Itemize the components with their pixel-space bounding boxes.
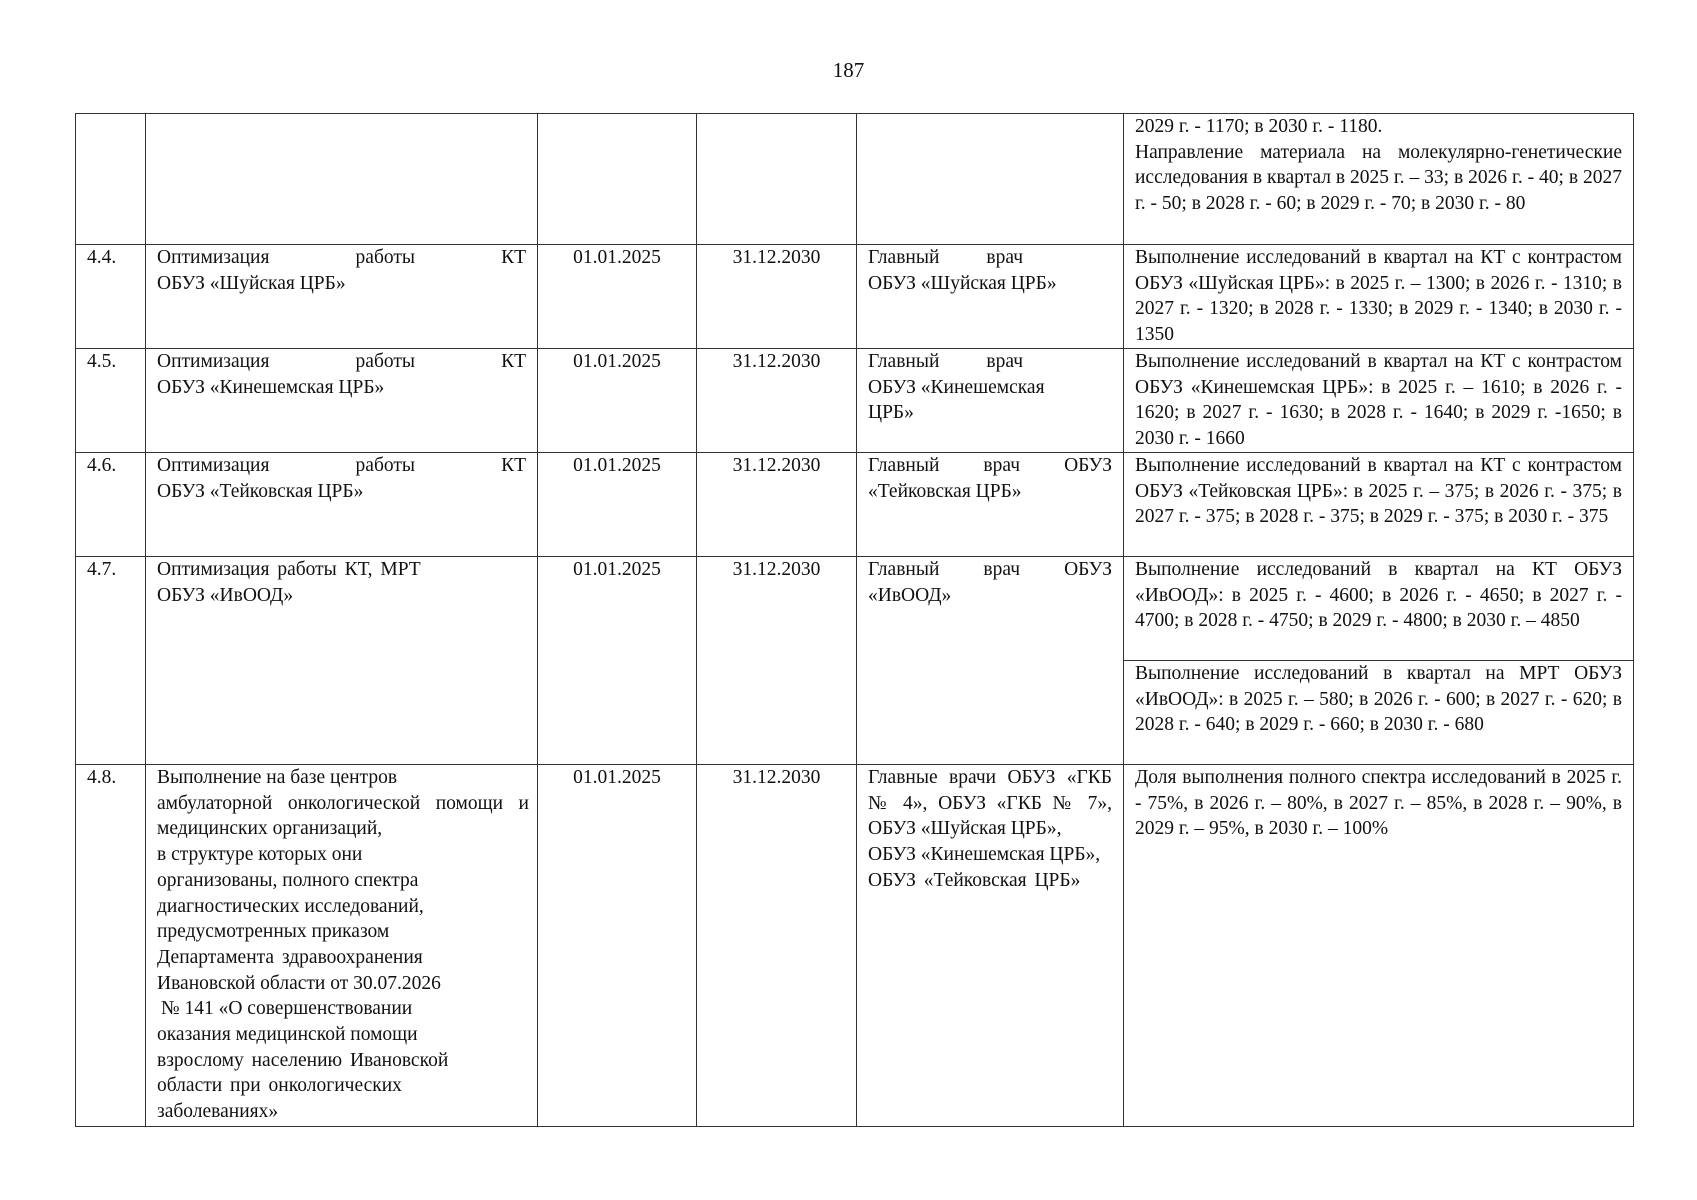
result-cell [1124,245,1634,349]
start-date: 01.01.2025 [538,349,697,453]
responsible-cell [857,453,1124,557]
measure-line: заболеваниях» [157,1101,279,1123]
result-cell [1124,114,1634,245]
measure-line: амбулаторной онкологической помощи и медицинских организаций, [157,792,529,840]
result-text: Выполнение исследований в квартал на МРТ ОБУЗ «ИвООД»: в 2025 г. – 580; в 2026 г. - 600; в 2027 г. - 620; в 2028 г. - 640; в 2029 г. - 660; в 2030 г. - 680 [1135,663,1622,736]
responsible-cell [857,114,1124,245]
responsible-line: ОБУЗ «Кинешемская ЦРБ» [868,376,1045,424]
start-date: 01.01.2025 [538,765,697,1127]
row-number [76,114,146,245]
responsible-text: Главный врач ОБУЗ «Тейковская ЦРБ» [868,455,1112,502]
start-date [538,114,697,245]
table-row [76,453,1634,557]
row-number: 4.8. [76,765,146,1127]
start-date: 01.01.2025 [538,453,697,557]
table-row [76,349,1634,453]
responsible-line: Главные врачи ОБУЗ «ГКБ № 4», ОБУЗ «ГКБ № 7», ОБУЗ «Шуйская ЦРБ», [868,767,1112,840]
end-date: 31.12.2030 [697,349,857,453]
measure-line: ОБУЗ «Тейковская ЦРБ» [157,480,364,502]
measure-cell [146,557,538,765]
measure-line: Выполнение на базе центров [157,767,398,788]
responsible-line: ОБУЗ «Тейковская ЦРБ» [868,869,1081,891]
measure-line: диагностических исследований, [157,895,424,917]
measure-line: Оптимизация работы КТ [157,351,526,372]
end-date: 31.12.2030 [697,557,857,765]
result-text: Выполнение исследований в квартал на КТ с контрастом ОБУЗ «Тейковская ЦРБ»: в 2025 г. – 375; в 2026 г. - 375; в 2027 г. - 375; в 2028 г. - 375; в 2029 г. - 375; в 2030 г. - 375 [1135,455,1622,528]
result-cell [1124,661,1634,765]
measure-line: Департамента здравоохранения [157,946,423,968]
page-number: 187 [832,58,865,82]
result-line: Направление материала на молекулярно-генетические исследования в квартал в 2025 г. – 33; в 2026 г. - 40; в 2027 г. - 50; в 2028 г. - 60; в 2029 г. - 70; в 2030 г. - 80 [1135,141,1622,215]
measure-line: Оптимизация работы КТ [157,455,526,476]
end-date: 31.12.2030 [697,765,857,1127]
measure-line: Оптимизация работы КТ, МРТ [157,559,421,580]
row-number: 4.5. [76,349,146,453]
table-row [76,245,1634,349]
responsible-cell [857,349,1124,453]
measure-line: предусмотренных приказом [157,921,390,943]
responsible-cell [857,245,1124,349]
measure-line: Ивановской области от 30.07.2026 [157,972,441,994]
measure-cell [146,765,538,1127]
responsible-line: Главный врач [868,351,1023,372]
responsible-text: Главный врач ОБУЗ «ИвООД» [868,559,1112,606]
result-cell [1124,557,1634,661]
measure-line: оказания медицинской помощи [157,1024,418,1046]
measure-line: области при онкологических [157,1075,402,1097]
measure-line: организованы, полного спектра [157,869,419,891]
table-row [76,557,1634,661]
measure-line: в структуре которых они [157,844,363,866]
measure-cell [146,453,538,557]
measure-line: Оптимизация работы КТ [157,247,526,268]
table-row [76,765,1634,1127]
measure-line: ОБУЗ «Шуйская ЦРБ» [157,272,346,294]
result-cell [1124,765,1634,1127]
row-number: 4.7. [76,557,146,765]
responsible-cell [857,557,1124,765]
result-text: Выполнение исследований в квартал на КТ с контрастом ОБУЗ «Шуйская ЦРБ»: в 2025 г. – 1300; в 2026 г. - 1310; в 2027 г. - 1320; в 2028 г. - 1330; в 2029 г. - 1340; в 2030 г. - 1350 [1135,247,1622,346]
measure-cell [146,245,538,349]
responsible-line: ОБУЗ «Шуйская ЦРБ» [868,272,1057,294]
table-row [76,114,1634,245]
measure-cell [146,114,538,245]
end-date: 31.12.2030 [697,453,857,557]
responsible-line: Главный врач [868,247,1023,268]
end-date: 31.12.2030 [697,245,857,349]
measure-line: № 141 «О совершенствовании [161,998,413,1020]
row-number: 4.4. [76,245,146,349]
result-line: 2029 г. - 1170; в 2030 г. - 1180. [1135,116,1383,137]
responsible-cell [857,765,1124,1127]
start-date: 01.01.2025 [538,557,697,765]
start-date: 01.01.2025 [538,245,697,349]
end-date [697,114,857,245]
result-cell [1124,453,1634,557]
measure-line: ОБУЗ «ИвООД» [157,584,294,606]
result-cell [1124,349,1634,453]
result-text: Доля выполнения полного спектра исследований в 2025 г. - 75%, в 2026 г. – 80%, в 2027 г. – 85%, в 2028 г. – 90%, в 2029 г. – 95%, в 2030 г. – 100% [1135,767,1622,840]
measure-cell [146,349,538,453]
measure-line: взрослому населению Ивановской [157,1049,449,1071]
result-text: Выполнение исследований в квартал на КТ ОБУЗ «ИвООД»: в 2025 г. - 4600; в 2026 г. - 4650; в 2027 г. - 4700; в 2028 г. - 4750; в 2029 г. - 4800; в 2030 г. – 4850 [1135,559,1622,632]
responsible-line: ОБУЗ «Кинешемская ЦРБ», [868,844,1101,866]
measure-line: ОБУЗ «Кинешемская ЦРБ» [157,376,385,398]
result-text: Выполнение исследований в квартал на КТ с контрастом ОБУЗ «Кинешемская ЦРБ»: в 2025 г. – 1610; в 2026 г. - 1620; в 2027 г. - 1630; в 2028 г. - 1640; в 2029 г. -1650; в 2030 г. - 1660 [1135,351,1622,450]
row-number: 4.6. [76,453,146,557]
measures-table [75,113,1634,1127]
